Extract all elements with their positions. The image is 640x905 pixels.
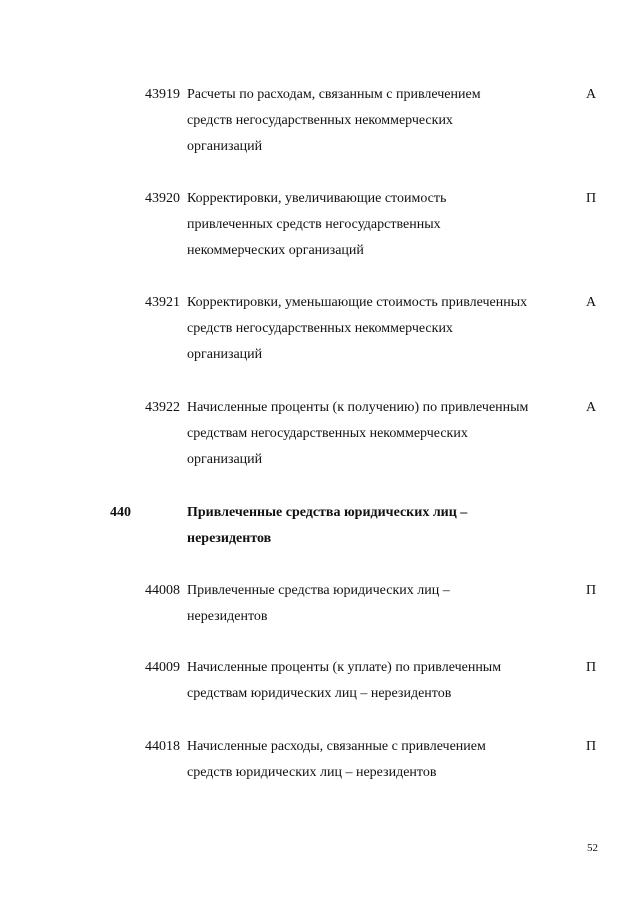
section-code: 440 <box>110 505 131 520</box>
section-title <box>187 500 467 552</box>
description-line: привлеченных средств негосударственных <box>187 217 441 232</box>
description-line: нерезидентов <box>187 609 268 624</box>
description-line: средств негосударственных некоммерческих <box>187 113 453 128</box>
description-line: Начисленные проценты (к уплате) по привлеченным <box>187 660 502 675</box>
account-code: 43919 <box>145 87 180 102</box>
description-line: Расчеты по расходам, связанным с привлечением <box>187 87 481 102</box>
description-line: Привлеченные средства юридических лиц – <box>187 583 450 598</box>
account-description <box>187 655 562 707</box>
description-line: Корректировки, увеличивающие стоимость <box>187 191 447 206</box>
section-title-line: Привлеченные средства юридических лиц – <box>187 505 468 520</box>
account-description <box>187 82 562 160</box>
account-description <box>187 395 562 473</box>
description-line: средств юридических лиц – нерезидентов <box>187 765 437 780</box>
account-type: П <box>585 660 597 675</box>
account-type: П <box>585 583 597 598</box>
account-type: П <box>585 739 597 754</box>
account-description <box>187 290 562 368</box>
section-title-line: нерезидентов <box>187 531 272 546</box>
description-line: Начисленные расходы, связанные с привлечением <box>187 739 486 754</box>
description-line: организаций <box>187 139 263 154</box>
account-type: А <box>585 87 597 102</box>
account-type: А <box>585 295 597 310</box>
description-line: средствам юридических лиц – нерезидентов <box>187 686 452 701</box>
description-line: средств негосударственных некоммерческих <box>187 321 453 336</box>
account-code: 44018 <box>145 739 180 754</box>
account-code: 43922 <box>145 400 180 415</box>
account-type: П <box>585 191 597 206</box>
account-code: 44009 <box>145 660 180 675</box>
description-line: организаций <box>187 347 263 362</box>
description-line: средствам негосударственных некоммерческих <box>187 426 468 441</box>
account-code: 43920 <box>145 191 180 206</box>
account-description <box>187 186 562 264</box>
account-code: 44008 <box>145 583 180 598</box>
description-line: Начисленные проценты (к получению) по привлеченным <box>187 400 529 415</box>
account-type: А <box>585 400 597 415</box>
account-code: 43921 <box>145 295 180 310</box>
page-number: 52 <box>587 842 598 854</box>
account-description <box>187 734 562 786</box>
description-line: некоммерческих организаций <box>187 243 364 258</box>
description-line: Корректировки, уменьшающие стоимость привлеченных <box>187 295 528 310</box>
account-description <box>187 578 562 630</box>
description-line: организаций <box>187 452 263 467</box>
